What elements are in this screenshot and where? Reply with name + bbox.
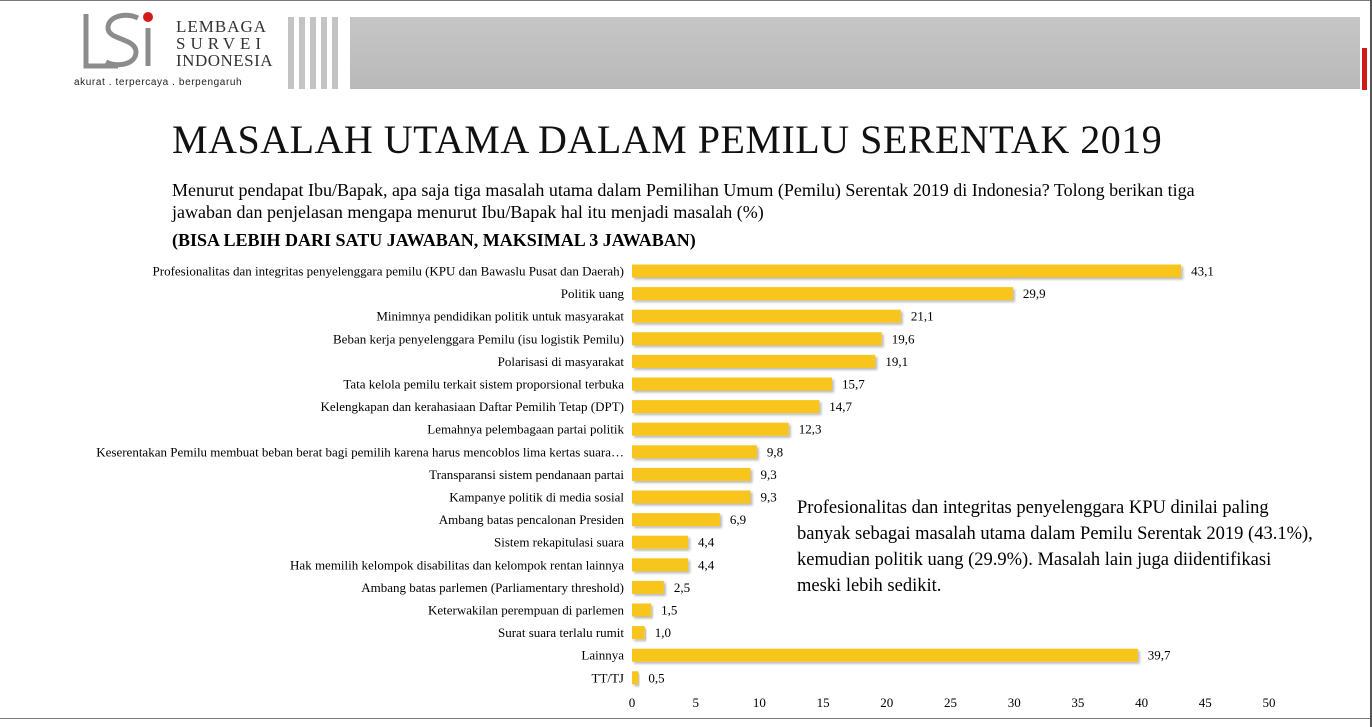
category-label: Tata kelola pemilu terkait sistem proporsional terbuka (343, 376, 624, 392)
value-label: 1,0 (654, 625, 671, 641)
logo-word-survei: SURVEI (176, 34, 267, 53)
category-label: Hak memilih kelompok disabilitas dan kelompok rentan lainnya (290, 557, 624, 573)
bar (632, 355, 875, 368)
bar (632, 558, 688, 571)
x-tick-label: 30 (1007, 695, 1021, 710)
survey-question: Menurut pendapat Ibu/Bapak, apa saja tiga masalah utama dalam Pemilihan Umum (Pemilu) Serentak 2019 di Indonesia? Tolong berikan tiga jawaban dan penjelasan mengapa menurut Ibu/Bapak hal itu menjadi masalah (%) (172, 180, 1195, 222)
category-label: Ambang batas pencalonan Presiden (438, 512, 624, 528)
logo-word-indonesia: INDONESIA (176, 51, 274, 70)
bar (632, 400, 819, 413)
bar (632, 445, 757, 458)
category-label: Ambang batas parlemen (Parliamentary threshold) (361, 579, 624, 595)
value-label: 21,1 (910, 308, 934, 324)
value-label: 0,5 (648, 670, 665, 686)
value-label: 43,1 (1191, 263, 1214, 279)
category-label: Beban kerja penyelenggara Pemilu (isu logistik Pemilu) (333, 331, 624, 347)
category-label: Keterwakilan perempuan di parlemen (428, 602, 624, 618)
value-label: 9,3 (760, 466, 777, 482)
value-label: 15,7 (842, 376, 865, 392)
bar (632, 649, 1138, 662)
x-axis-ticks (629, 695, 1276, 710)
x-tick-label: 10 (752, 695, 766, 710)
x-tick-label: 5 (692, 695, 699, 710)
value-label: 19,6 (891, 331, 915, 347)
x-tick-label: 0 (628, 695, 636, 710)
category-label: Polarisasi di masyarakat (497, 353, 624, 369)
bar (632, 287, 1013, 300)
category-label: Kampanye politik di media sosial (449, 489, 624, 505)
value-label: 12,3 (798, 421, 822, 437)
value-label: 4,4 (698, 557, 715, 573)
value-label: 39,7 (1147, 647, 1171, 663)
category-label: TT/TJ (591, 670, 624, 686)
bar (632, 604, 651, 617)
category-label: Keserentakan Pemilu membuat beban berat bagi pemilih karena harus mencoblos lima kertas suara… (96, 444, 624, 460)
category-label: Politik uang (560, 286, 624, 302)
x-tick-label: 25 (944, 695, 957, 710)
logo-word-lembaga: LEMBAGA (176, 17, 268, 36)
value-label: 29,9 (1022, 286, 1046, 302)
bar (632, 378, 832, 391)
bar (632, 513, 720, 526)
category-label: Profesionalitas dan integritas penyelenggara pemilu (KPU dan Bawaslu Pusat dan Daerah) (152, 263, 624, 279)
logo-tagline: akurat . terpercaya . berpengaruh (74, 77, 243, 88)
value-label: 6,9 (729, 512, 747, 528)
value-label: 2,5 (673, 579, 691, 595)
category-label: Kelengkapan dan kerahasiaan Daftar Pemilih Tetap (DPT) (320, 399, 624, 415)
bar (632, 310, 901, 323)
category-label: Transparansi sistem pendanaan partai (429, 466, 624, 482)
category-label: Lainnya (581, 647, 624, 663)
bar (632, 626, 645, 639)
category-label: Surat suara terlalu rumit (498, 625, 624, 641)
chart-bars (96, 264, 1214, 686)
x-tick-label: 40 (1135, 695, 1149, 710)
value-label: 4,4 (698, 534, 715, 550)
bar (632, 581, 664, 594)
bar (632, 423, 789, 436)
x-tick-label: 20 (880, 695, 894, 710)
category-label: Minimnya pendidikan politik untuk masyarakat (376, 308, 624, 324)
value-label: 9,3 (760, 489, 777, 505)
bar (632, 332, 882, 345)
bar (632, 491, 750, 504)
x-tick-label: 50 (1262, 695, 1276, 710)
x-tick-label: 35 (1071, 695, 1085, 710)
x-tick-label: 45 (1198, 695, 1212, 710)
bar (632, 536, 688, 549)
value-label: 1,5 (661, 602, 678, 618)
bar (632, 671, 638, 684)
category-label: Sistem rekapitulasi suara (494, 534, 624, 550)
value-label: 14,7 (829, 399, 853, 415)
bar (632, 265, 1181, 278)
answer-note: (BISA LEBIH DARI SATU JAWABAN, MAKSIMAL 3 JAWABAN) (172, 230, 696, 250)
value-label: 9,8 (766, 444, 784, 460)
page-title: MASALAH UTAMA DALAM PEMILU SERENTAK 2019 (172, 117, 1163, 162)
chart-summary: Profesionalitas dan integritas penyelenggara KPU dinilai paling banyak sebagai masalah utama dalam Pemilu Serentak 2019 (43.1%), kemudian politik uang (29.9%). Masalah lain juga diidentifikasi meski lebih sedikit. (797, 498, 1313, 596)
category-label: Lemahnya pelembagaan partai politik (427, 421, 624, 437)
bar (632, 468, 750, 481)
x-tick-label: 15 (816, 695, 830, 710)
value-label: 19,1 (885, 353, 909, 369)
